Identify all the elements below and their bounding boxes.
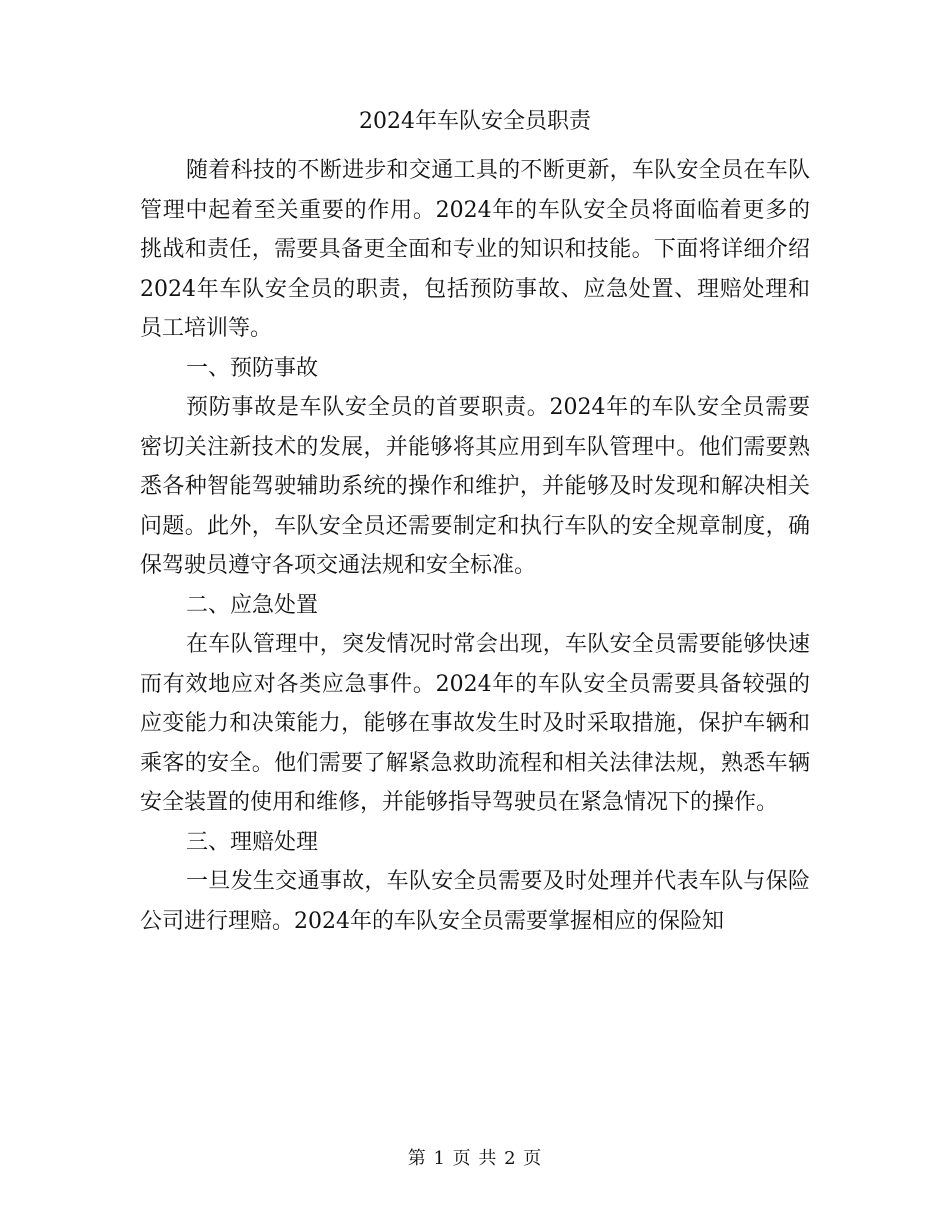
paragraph-emergency: 在车队管理中，突发情况时常会出现，车队安全员需要能够快速而有效地应对各类应急事件。2024年的车队安全员需要具备较强的应变能力和决策能力，能够在事故发生时及时采取措施，保护车辆和乘客的安全。他们需要了解紧急救助流程和相关法律法规，熟悉车辆安全装置的使用和维修，并能够指导驾驶员在紧急情况下的操作。	[140, 632, 810, 815]
section-heading-emergency: 二、应急处置	[186, 592, 319, 618]
section-heading-claims: 三、理赔处理	[186, 829, 319, 855]
page-footer: 第 1 页 共 2 页	[407, 1148, 543, 1169]
section-heading-prevention: 一、预防事故	[186, 355, 319, 381]
paragraph-intro: 随着科技的不断进步和交通工具的不断更新，车队安全员在车队管理中起着至关重要的作用。2024年的车队安全员将面临着更多的挑战和责任，需要具备更全面和专业的知识和技能。下面将详细介绍2024年车队安全员的职责，包括预防事故、应急处置、理赔处理和员工培训等。	[140, 158, 810, 341]
paragraph-prevention: 预防事故是车队安全员的首要职责。2024年的车队安全员需要密切关注新技术的发展，并能够将其应用到车队管理中。他们需要熟悉各种智能驾驶辅助系统的操作和维护，并能够及时发现和解决相关问题。此外，车队安全员还需要制定和执行车队的安全规章制度，确保驾驶员遵守各项交通法规和安全标准。	[140, 395, 810, 578]
document-body	[140, 151, 810, 941]
paragraph-claims: 一旦发生交通事故，车队安全员需要及时处理并代表车队与保险公司进行理赔。2024年的车队安全员需要掌握相应的保险知	[140, 869, 810, 934]
document-title: 2024年车队安全员职责	[359, 109, 591, 134]
